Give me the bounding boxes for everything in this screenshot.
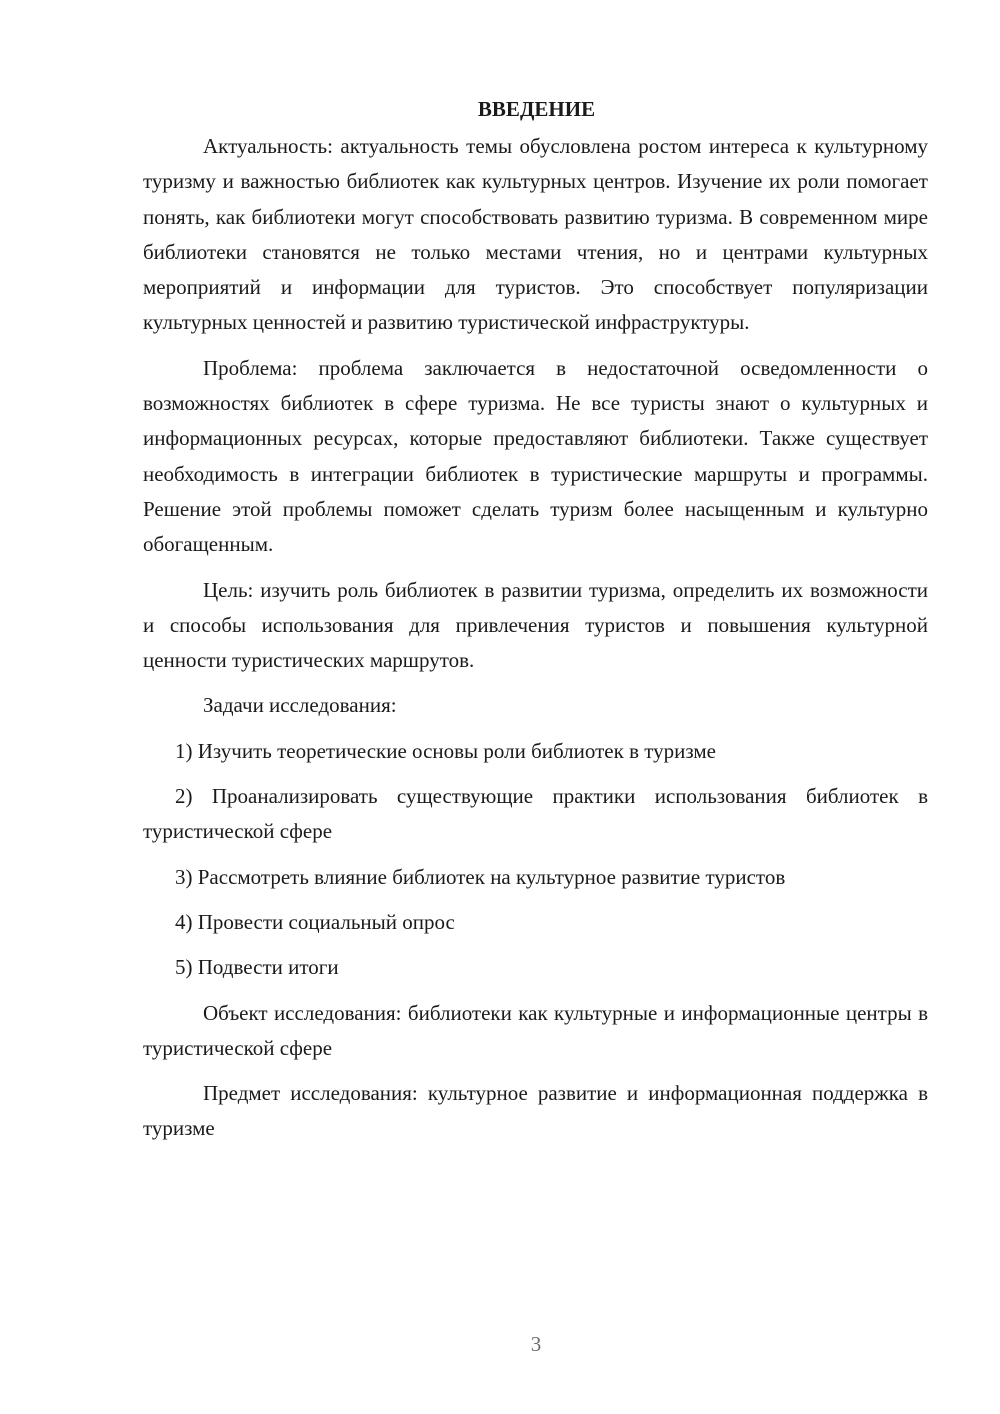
paragraph-goal: Цель: изучить роль библиотек в развитии туризма, определить их возможности и способы использования для привлечения туристов и повышения культурной ценности туристических маршрутов.: [143, 577, 928, 673]
task-item-1: 1) Изучить теоретические основы роли библиотек в туризме: [175, 738, 716, 763]
paragraph-tasks-heading: Задачи исследования:: [203, 693, 397, 718]
paragraph-problem: Проблема: проблема заключается в недостаточной осведомленности о возможностях библиотек в сфере туризма. Не все туристы знают о культурных и информационных ресурсах, которые предоставляют библиотеки. Также существует необходимость в интеграции библиотек в туристические маршруты и программы. Решение этой проблемы поможет сделать туризм более насыщенным и культурно обогащенным.: [143, 355, 928, 557]
page-title: ВВЕДЕНИЕ: [477, 97, 596, 121]
document-page: [143, 92, 928, 1157]
task-item-2: 2) Проанализировать существующие практики использования библиотек в туристической сфере: [143, 784, 928, 844]
page-number: 3: [530, 1332, 542, 1356]
task-item-5: 5) Подвести итоги: [175, 955, 339, 980]
task-item-4: 4) Провести социальный опрос: [175, 909, 455, 934]
paragraph-relevance: Актуальность: актуальность темы обусловлена ростом интереса к культурному туризму и важностью библиотек как культурных центров. Изучение их роли помогает понять, как библиотеки могут способствовать развитию туризма. В современном мире библиотеки становятся не только местами чтения, но и центрами культурных мероприятий и информации для туристов. Это способствует популяризации культурных ценностей и развитию туристической инфраструктуры.: [143, 134, 928, 335]
paragraph-object: Объект исследования: библиотеки как культурные и информационные центры в туристической сфере: [143, 1000, 928, 1060]
task-item-3: 3) Рассмотреть влияние библиотек на культурное развитие туристов: [175, 864, 786, 889]
paragraph-subject: Предмет исследования: культурное развитие и информационная поддержка в туризме: [143, 1081, 928, 1141]
